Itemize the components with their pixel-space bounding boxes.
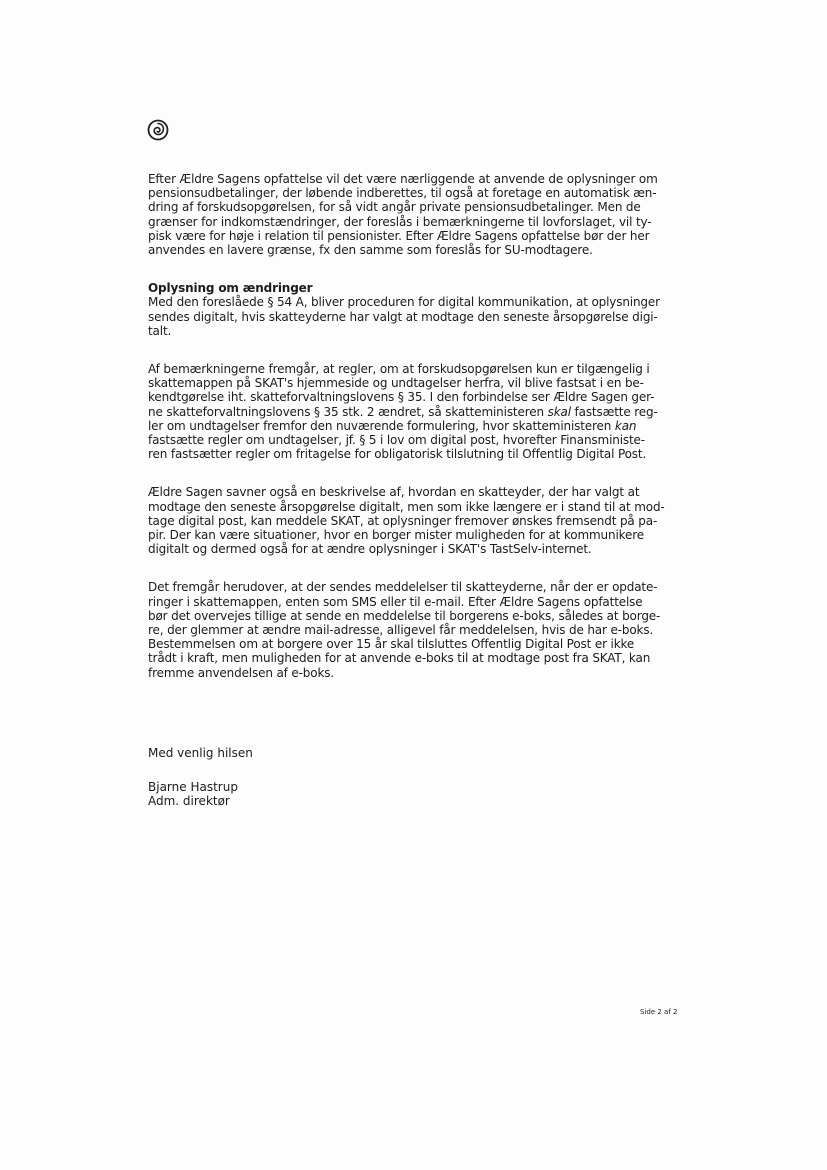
text-line: Efter Ældre Sagens opfattelse vil det være nærliggende at anvende de oplysninger om (148, 172, 658, 186)
text-line: Af bemærkningerne fremgår, at regler, om at forskudsopgørelsen kun er tilgængelig i (148, 362, 650, 377)
spiral-logo-icon (147, 119, 169, 141)
signer-title: Adm. direktør (148, 794, 230, 809)
closing-greeting: Med venlig hilsen (148, 746, 253, 760)
text-line: fastsætte regler om undtagelser, jf. § 5 i lov om digital post, hvorefter Finansministe- (148, 433, 645, 448)
signature-block (148, 746, 253, 809)
text-line: Det fremgår herudover, at der sendes meddelelser til skatteyderne, når der er opdate- (148, 580, 658, 595)
emphasis-kan: kan (614, 418, 637, 433)
text-line: ringer i skattemappen, enten som SMS eller til e-mail. Efter Ældre Sagens opfattelse (148, 594, 643, 609)
text-line (148, 405, 696, 419)
text-line (148, 419, 696, 433)
text-line: modtage den seneste årsopgørelse digitalt, men som ikke længere er i stand til at mod- (148, 499, 665, 514)
section-heading: Oplysning om ændringer (148, 281, 313, 296)
text-fragment: fastsætte reg- (570, 404, 658, 419)
text-line: digitalt og dermed også for at ændre oplysninger i SKAT's TastSelv-internet. (148, 542, 592, 557)
text-line: fremme anvendelsen af e-boks. (148, 665, 335, 680)
text-line: grænser for indkomstændringer, der foreslås i bemærkningerne til lovforslaget, vil ty- (148, 214, 652, 229)
paragraph-eboks (148, 580, 696, 679)
section-oplysning (148, 281, 696, 338)
text-line: ren fastsætter regler om fritagelse for obligatorisk tilslutning til Offentlig Digital Post. (148, 447, 647, 462)
text-line: skattemappen på SKAT's hjemmeside og undtagelser herfra, vil blive fastsat i en be- (148, 376, 644, 391)
text-line: bør det overvejes tillige at sende en meddelelse til borgerens e-boks, således at borge- (148, 608, 661, 623)
text-line: Bestemmelsen om at borgere over 15 år skal tilsluttes Offentlig Digital Post er ikke (148, 637, 635, 652)
text-line: re, der glemmer at ændre mail-adresse, alligevel får meddelelsen, hvis de har e-boks. (148, 623, 654, 638)
text-line: kendtgørelse iht. skatteforvaltningslovens § 35. I den forbindelse ser Ældre Sagen ger- (148, 390, 655, 405)
text-line: anvendes en lavere grænse, fx den samme som foreslås for SU-modtagere. (148, 243, 593, 258)
text-line: trådt i kraft, men muligheden for at anvende e-boks til at modtage post fra SKAT, kan (148, 651, 651, 666)
text-line: pir. Der kan være situationer, hvor en borger mister muligheden for at kommunikere (148, 528, 644, 543)
text-fragment: ne skatteforvaltningslovens § 35 stk. 2 ændret, så skatteministeren (148, 404, 548, 419)
text-line: pisk være for høje i relation til pensionister. Efter Ældre Sagens opfattelse bør der her (148, 228, 650, 243)
page-number: Side 2 af 2 (640, 1008, 678, 1016)
text-line: dring af forskudsopgørelsen, for så vidt angår private pensionsudbetalinger. Men de (148, 200, 641, 215)
emphasis-skal: skal (547, 404, 571, 419)
paragraph-beskrivelse (148, 485, 696, 556)
letter-body (148, 172, 696, 704)
text-line: Med den foreslåede § 54 A, bliver proceduren for digital kommunikation, at oplysninger (148, 295, 660, 310)
text-line: talt. (148, 323, 172, 338)
text-line: pensionsudbetalinger, der løbende indberettes, til også at foretage en automatisk æn- (148, 186, 657, 201)
paragraph-pension (148, 172, 696, 257)
text-line: Ældre Sagen savner også en beskrivelse af, hvordan en skatteyder, der har valgt at (148, 485, 640, 500)
paragraph-bemaerkninger (148, 362, 696, 461)
text-fragment: ler om undtagelser fremfor den nuværende formulering, hvor skatteministeren (148, 418, 615, 433)
text-line: sendes digitalt, hvis skatteyderne har valgt at modtage den seneste årsopgørelse digi- (148, 309, 658, 324)
signer-name: Bjarne Hastrup (148, 780, 238, 795)
text-line: tage digital post, kan meddele SKAT, at oplysninger fremover ønskes fremsendt på pa- (148, 513, 658, 528)
